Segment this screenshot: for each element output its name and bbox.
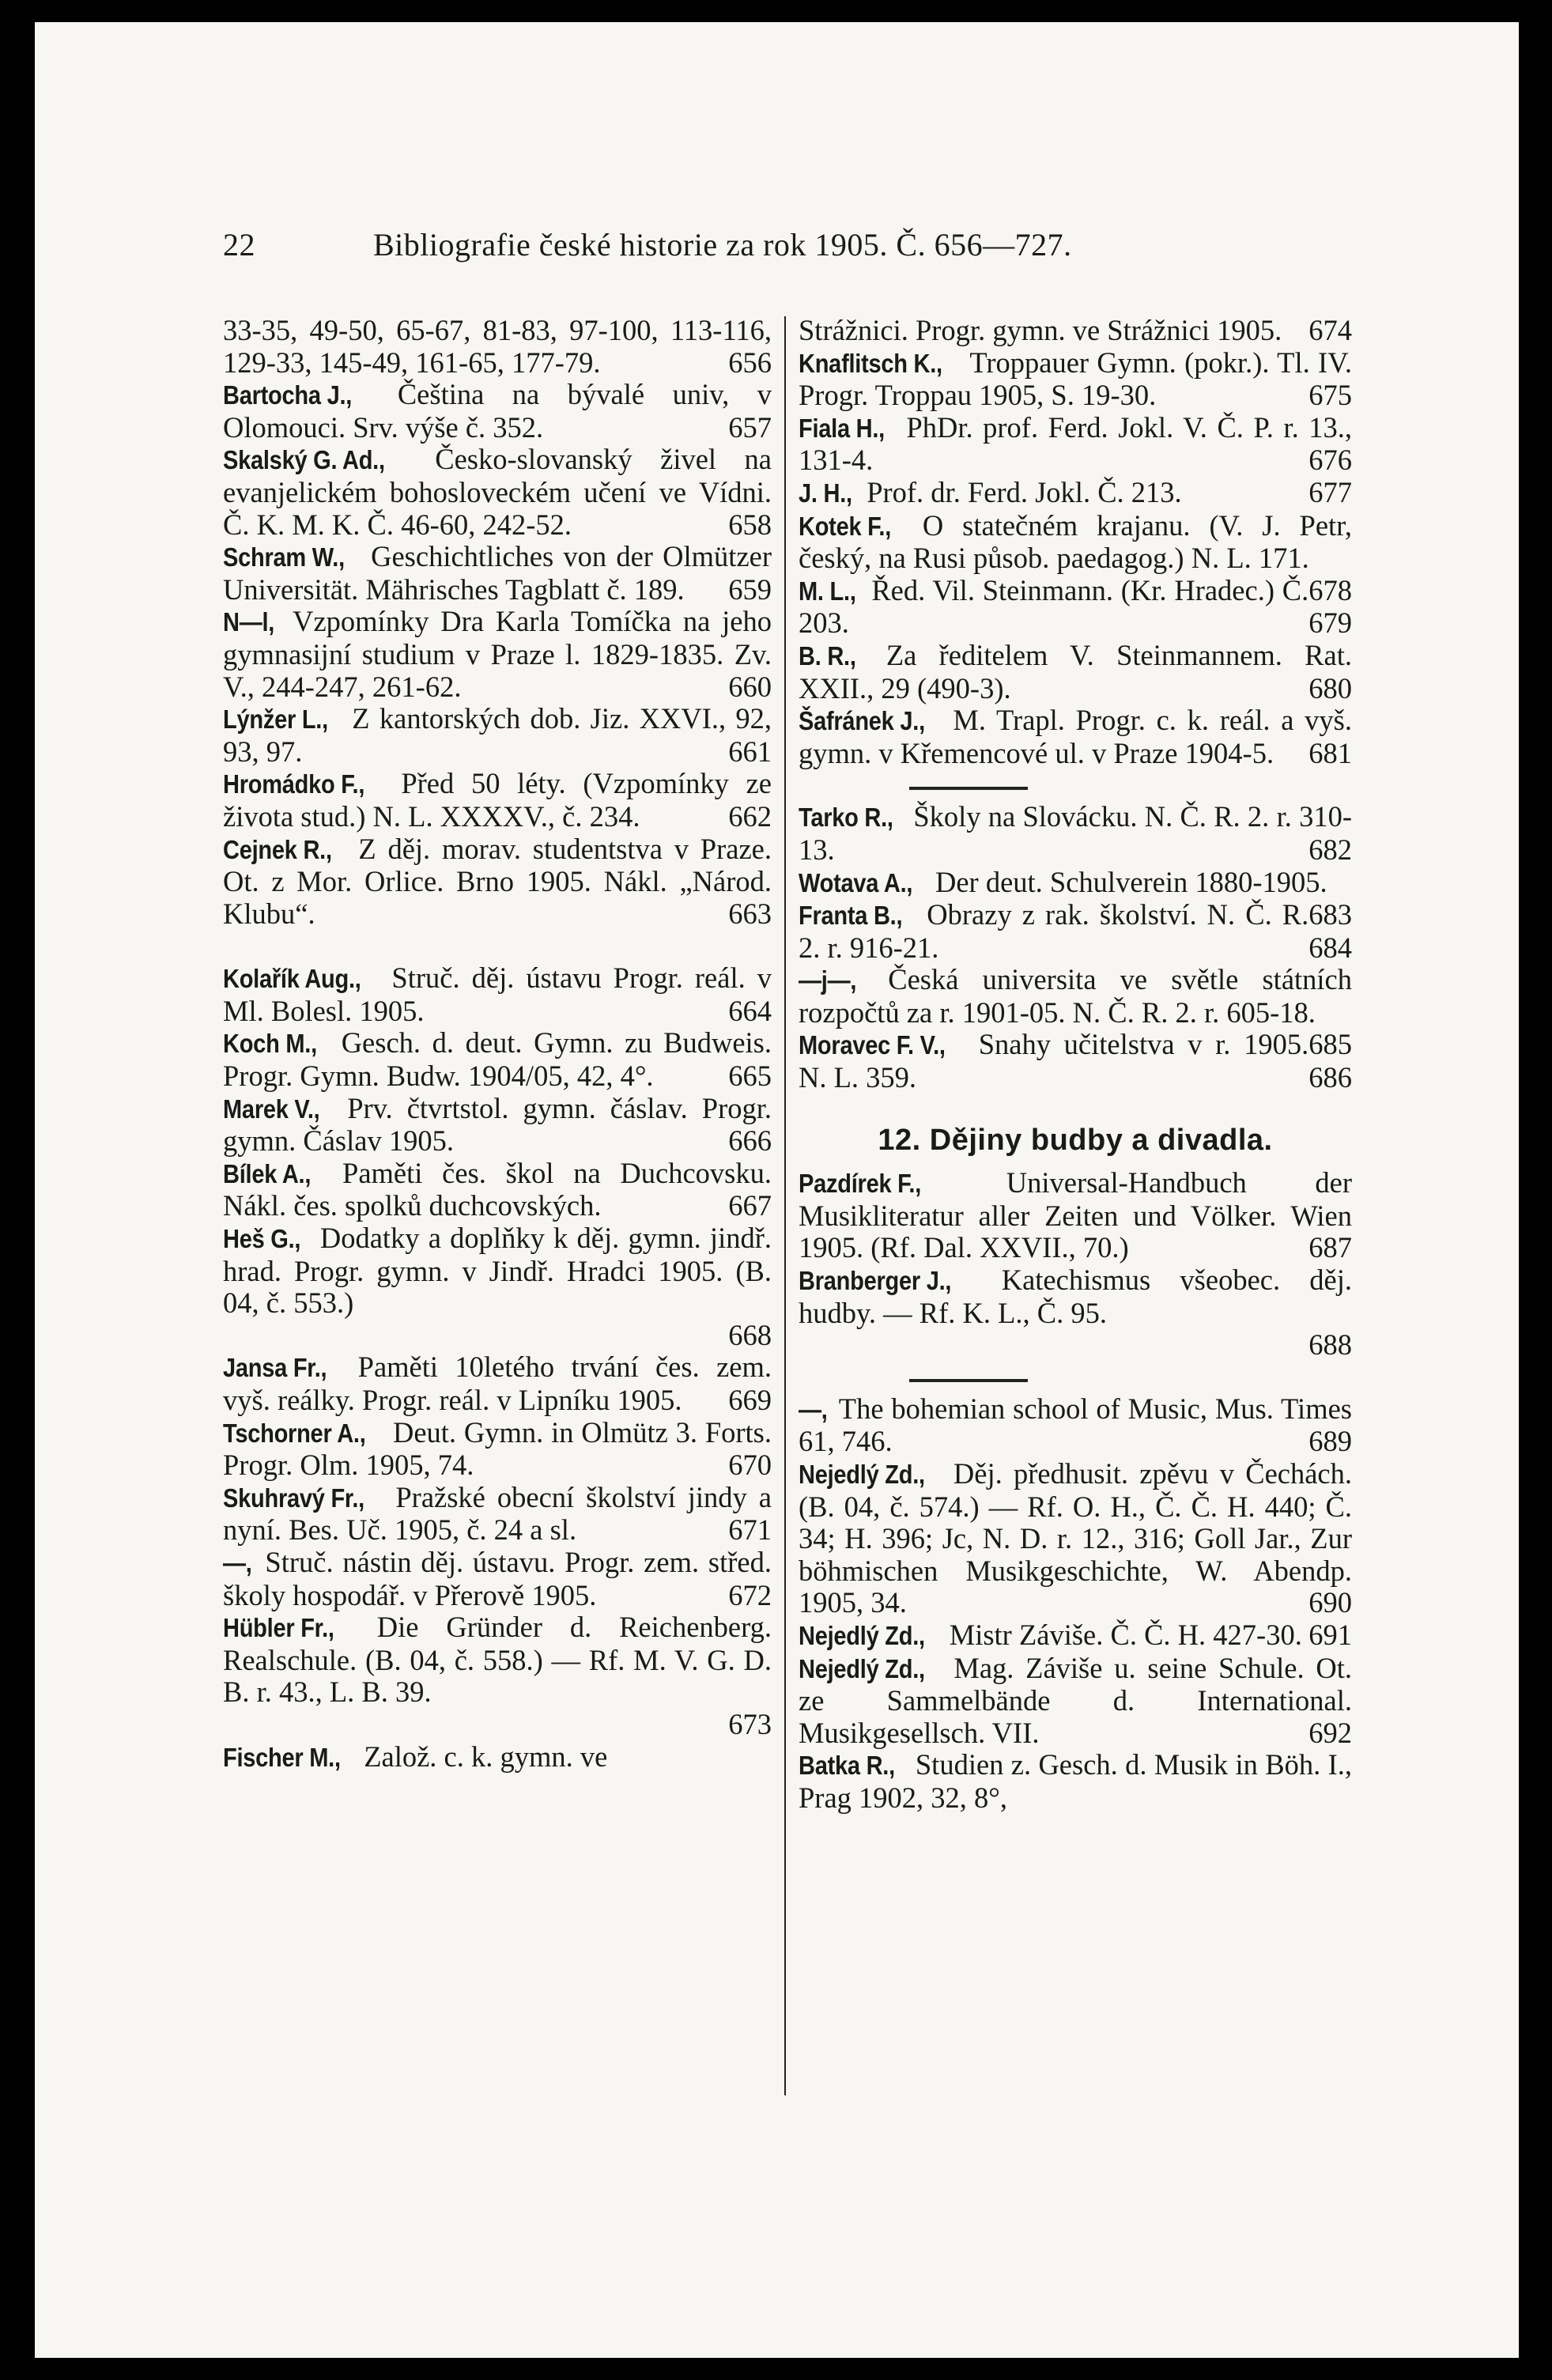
entry-number: 681 xyxy=(1308,736,1352,769)
entry-text: Vzpomínky Dra Karla Tomíčka na jeho gymnasijní studium v Praze l. 1829-1835. Zv. V., 244-247, 261-62. xyxy=(223,605,772,703)
entry-author: Lýnžer L., xyxy=(223,705,328,735)
entry-text: Paměti čes. škol na Duchcovsku. Nákl. čes. spolků duchcovských. xyxy=(223,1156,772,1222)
entry-661 xyxy=(223,703,772,768)
entry-text: Česko-slovanský živel na evanjelickém bohosloveckém učení ve Vídni. Č. K. M. K. Č. 46-60, 242-52. xyxy=(223,443,772,541)
entry-number: 680 xyxy=(1308,671,1352,705)
entry-number: 683 xyxy=(1308,898,1352,931)
entry-number: 656 xyxy=(728,346,772,379)
entry-690 xyxy=(799,1458,1352,1619)
entry-number: 658 xyxy=(728,508,772,541)
entry-text: Mistr Záviše. Č. Č. H. 427-30. xyxy=(942,1618,1302,1651)
entry-693-start xyxy=(799,1749,1352,1814)
entry-text: Strážnici. Progr. gymn. ve Strážnici 1905. xyxy=(799,314,1282,346)
entry-687 xyxy=(799,1167,1352,1264)
entry-text: Mag. Záviše u. seine Schule. Ot. ze Sammelbände d. International. Musikgesellsch. VII. xyxy=(799,1651,1352,1749)
entry-text: Pražské obecní školství jindy a nyní. Bes. Uč. 1905, č. 24 a sl. xyxy=(223,1480,772,1547)
entry-author: Tarko R., xyxy=(799,803,893,833)
entry-664 xyxy=(223,962,772,1027)
entry-657 xyxy=(223,379,772,444)
entry-text: Geschichtliches von der Olmützer Universität. Mährisches Tagblatt č. 189. xyxy=(223,540,772,606)
entry-author: Hromádko F., xyxy=(223,769,365,799)
right-column xyxy=(799,315,1352,1815)
entry-number: 668 xyxy=(728,1318,772,1351)
entry-669 xyxy=(223,1351,772,1416)
entry-author: Heš G., xyxy=(223,1224,301,1254)
entry-author: Franta B., xyxy=(799,901,903,931)
entry-663 xyxy=(223,833,772,931)
entry-number: 690 xyxy=(1308,1586,1352,1619)
entry-text: Katechismus všeobec. děj. hudby. — Rf. K. L., Č. 95. xyxy=(799,1264,1352,1329)
entry-text: Z děj. morav. studentstva v Praze. Ot. z Mor. Orlice. Brno 1905. Nákl. „Národ. Klubu“. xyxy=(223,832,772,930)
entry-658 xyxy=(223,444,772,541)
entry-author: Schram W., xyxy=(223,542,345,572)
running-title: Bibliografie české historie za rok 1905. Č. 656—727. xyxy=(373,227,1072,263)
entry-668 xyxy=(223,1222,772,1351)
entry-author: Skalský G. Ad., xyxy=(223,445,385,475)
entry-673 xyxy=(223,1611,772,1740)
entry-author: Pazdírek F., xyxy=(799,1169,922,1199)
book-page xyxy=(35,22,1519,2358)
entry-659 xyxy=(223,541,772,606)
entry-number: 692 xyxy=(1308,1716,1352,1749)
entry-text: Dodatky a doplňky k děj. gymn. jindř. hrad. Progr. gymn. v Jindř. Hradci 1905. (B. 04, č. 553.) xyxy=(223,1222,772,1320)
entry-number: 665 xyxy=(728,1060,772,1093)
entry-656 xyxy=(223,315,772,379)
entry-text: Snahy učitelstva v r. 1905. N. L. 359. xyxy=(799,1028,1309,1094)
entry-674-start xyxy=(223,1741,772,1774)
entry-author: —, xyxy=(799,1394,828,1424)
entry-text: Za ředitelem V. Steinmannem. Rat. XXII., 29 (490-3). xyxy=(799,638,1352,705)
entry-text: Die Gründer d. Reichenberg. Realschule. (B. 04, č. 558.) — Rf. M. V. G. D. B. r. 43., L. B. 39. xyxy=(223,1611,772,1709)
entry-680 xyxy=(799,640,1352,705)
entry-number: 674 xyxy=(1308,314,1352,346)
entry-text: Z kantorských dob. Jiz. XXVI., 92, 93, 97. xyxy=(223,702,772,768)
section-heading: 12. Dějiny budby a divadla. xyxy=(878,1123,1273,1157)
entry-number: 686 xyxy=(1308,1061,1352,1094)
entry-number: 682 xyxy=(1308,833,1352,866)
entry-684 xyxy=(799,899,1352,964)
entry-number: 667 xyxy=(728,1189,772,1222)
entry-number: 691 xyxy=(1308,1618,1352,1651)
entry-number: 675 xyxy=(1308,379,1352,412)
entry-text: Der deut. Schulverein 1880-1905. xyxy=(927,865,1327,898)
entry-number: 688 xyxy=(1308,1328,1352,1362)
entry-author: Bílek A., xyxy=(223,1158,312,1188)
entry-text: Deut. Gymn. in Olmütz 3. Forts. Progr. Olm. 1905, 74. xyxy=(223,1415,772,1482)
entry-author: Moravec F. V., xyxy=(799,1030,946,1060)
entry-author: Skuhravý Fr., xyxy=(223,1483,364,1513)
left-column xyxy=(223,315,772,1774)
entry-author: Fischer M., xyxy=(223,1742,341,1772)
entry-681 xyxy=(799,705,1352,769)
entry-number: 676 xyxy=(1308,444,1352,477)
entry-text: Studien z. Gesch. d. Musik in Böh. I., Prag 1902, 32, 8°, xyxy=(799,1748,1352,1814)
entry-number: 670 xyxy=(728,1449,772,1482)
entry-number: 671 xyxy=(728,1513,772,1547)
entry-text: Universal-Handbuch der Musikliteratur aller Zeiten und Völker. Wien 1905. (Rf. Dal. XXVII., 70.) xyxy=(799,1166,1352,1264)
entry-number: 662 xyxy=(728,799,772,833)
entry-author: N—l, xyxy=(223,607,275,637)
entry-number: 661 xyxy=(728,735,772,768)
entry-number: 672 xyxy=(728,1578,772,1611)
entry-679 xyxy=(799,575,1352,640)
entry-author: Batka R., xyxy=(799,1751,895,1781)
entry-author: Koch M., xyxy=(223,1029,317,1059)
entry-author: Cejnek R., xyxy=(223,834,332,864)
entry-author: Hübler Fr., xyxy=(223,1613,334,1643)
entry-author: Knaflitsch K., xyxy=(799,348,942,378)
entry-662 xyxy=(223,768,772,833)
entry-666 xyxy=(223,1093,772,1158)
entry-text: Děj. předhusit. zpěvu v Čechách. (B. 04, č. 574.) — Rf. O. H., Č. Č. H. 440; Č. 34; H. 396; Jc, N. D. r. 12., 316; Goll Jar., Zur böhmischen Musikgeschichte, W. Abendp. 1905, 34. xyxy=(799,1457,1352,1619)
entry-675 xyxy=(799,347,1352,412)
entry-author: Nejedlý Zd., xyxy=(799,1460,925,1489)
entry-number: 685 xyxy=(1308,1028,1352,1061)
entry-688 xyxy=(799,1264,1352,1362)
entry-author: Branberger J., xyxy=(799,1266,952,1296)
entry-686 xyxy=(799,1029,1352,1094)
entry-text: Před 50 léty. (Vzpomínky ze života stud.) N. L. XXXXV., č. 234. xyxy=(223,767,772,833)
entry-number: 677 xyxy=(1308,475,1352,508)
entry-author: Nejedlý Zd., xyxy=(799,1653,925,1683)
entry-author: Wotava A., xyxy=(799,867,913,897)
entry-number: 673 xyxy=(728,1707,772,1740)
entry-author: M. L., xyxy=(799,576,856,606)
entry-text: O statečném krajanu. (V. J. Petr, český, na Rusi působ. paedagog.) N. L. 171. xyxy=(799,508,1352,575)
entry-667 xyxy=(223,1158,772,1222)
entry-text: Struč. nástin děj. ústavu. Progr. zem. střed. školy hospodář. v Přerově 1905. xyxy=(223,1545,772,1611)
entry-676 xyxy=(799,412,1352,477)
entry-author: Marek V., xyxy=(223,1094,320,1124)
column-divider xyxy=(784,316,786,2095)
entry-660 xyxy=(223,606,772,703)
section-gap xyxy=(223,930,772,962)
entry-number: 663 xyxy=(728,897,772,930)
separator-rule xyxy=(909,1379,1028,1382)
page-number: 22 xyxy=(223,227,255,263)
entry-author: Nejedlý Zd., xyxy=(799,1620,925,1650)
entry-author: B. R., xyxy=(799,640,856,671)
entry-number: 669 xyxy=(728,1384,772,1416)
entry-670 xyxy=(223,1417,772,1482)
entry-text: Troppauer Gymn. (pokr.). Tl. IV. Progr. Troppau 1905, S. 19-30. xyxy=(799,346,1352,412)
entry-677 xyxy=(799,477,1352,510)
running-header xyxy=(223,226,1251,263)
entry-number: 666 xyxy=(728,1124,772,1158)
entry-author: Tschorner A., xyxy=(223,1418,366,1448)
entry-691 xyxy=(799,1619,1352,1653)
separator-rule xyxy=(909,787,1028,790)
entry-text: The bohemian school of Music, Mus. Times 61, 746. xyxy=(799,1392,1352,1458)
entry-689 xyxy=(799,1393,1352,1458)
entry-text: Prof. dr. Ferd. Jokl. Č. 213. xyxy=(859,475,1182,508)
entry-text: Založ. c. k. gymn. ve xyxy=(357,1740,608,1773)
entry-author: Kolařík Aug., xyxy=(223,964,361,994)
entry-author: Fiala H., xyxy=(799,413,885,443)
entry-text: M. Trapl. Progr. c. k. reál. a vyš. gymn. v Křemencové ul. v Praze 1904-5. xyxy=(799,704,1352,769)
entry-number: 659 xyxy=(728,572,772,606)
entry-671 xyxy=(223,1482,772,1547)
entry-text: Prv. čtvrtstol. gymn. čáslav. Progr. gymn. Čáslav 1905. xyxy=(223,1091,772,1158)
entry-author: —, xyxy=(223,1547,252,1577)
entry-text: Školy na Slovácku. N. Č. R. 2. r. 310-13. xyxy=(799,800,1352,866)
entry-text: Struč. děj. ústavu Progr. reál. v Ml. Bolesl. 1905. xyxy=(223,961,772,1027)
entry-text: Gesch. d. deut. Gymn. zu Budweis. Progr. Gymn. Budw. 1904/05, 42, 4°. xyxy=(223,1026,772,1093)
entry-number: 684 xyxy=(1308,931,1352,964)
entry-text: Česká universita ve světle státních rozpočtů za r. 1901-05. N. Č. R. 2. r. 605-18. xyxy=(799,963,1352,1029)
entry-author: Kotek F., xyxy=(799,511,892,541)
entry-682 xyxy=(799,801,1352,866)
entry-number: 678 xyxy=(1308,573,1352,606)
entry-665 xyxy=(223,1027,772,1092)
entry-number: 679 xyxy=(1308,606,1352,640)
entry-692 xyxy=(799,1653,1352,1750)
entry-text: Čeština na bývalé univ, v Olomouci. Srv. výše č. 352. xyxy=(223,378,772,444)
entry-text: PhDr. prof. Ferd. Jokl. V. Č. P. r. 13., 131-4. xyxy=(799,410,1352,477)
entry-author: —j—, xyxy=(799,965,857,995)
entry-number: 660 xyxy=(728,670,772,703)
entry-text: 33-35, 49-50, 65-67, 81-83, 97-100, 113-116, 129-33, 145-49, 161-65, 177-79. xyxy=(223,314,772,379)
entry-674-end xyxy=(799,315,1352,347)
entry-number: 664 xyxy=(728,994,772,1027)
entry-text: Paměti 10letého trvání čes. zem. vyš. reálky. Progr. reál. v Lipníku 1905. xyxy=(223,1351,772,1416)
entry-author: Bartocha J., xyxy=(223,380,353,410)
entry-672 xyxy=(223,1547,772,1611)
entry-number: 689 xyxy=(1308,1425,1352,1458)
entry-number: 687 xyxy=(1308,1231,1352,1264)
entry-author: J. H., xyxy=(799,478,852,508)
entry-text: Obrazy z rak. školství. N. Č. R. 2. r. 916-21. xyxy=(799,898,1309,964)
entry-author: Šafránek J., xyxy=(799,706,925,736)
entry-author: Jansa Fr., xyxy=(223,1353,327,1383)
entry-number: 657 xyxy=(728,410,772,444)
entry-text: Řed. Vil. Steinmann. (Kr. Hradec.) Č. 203. xyxy=(799,573,1309,640)
